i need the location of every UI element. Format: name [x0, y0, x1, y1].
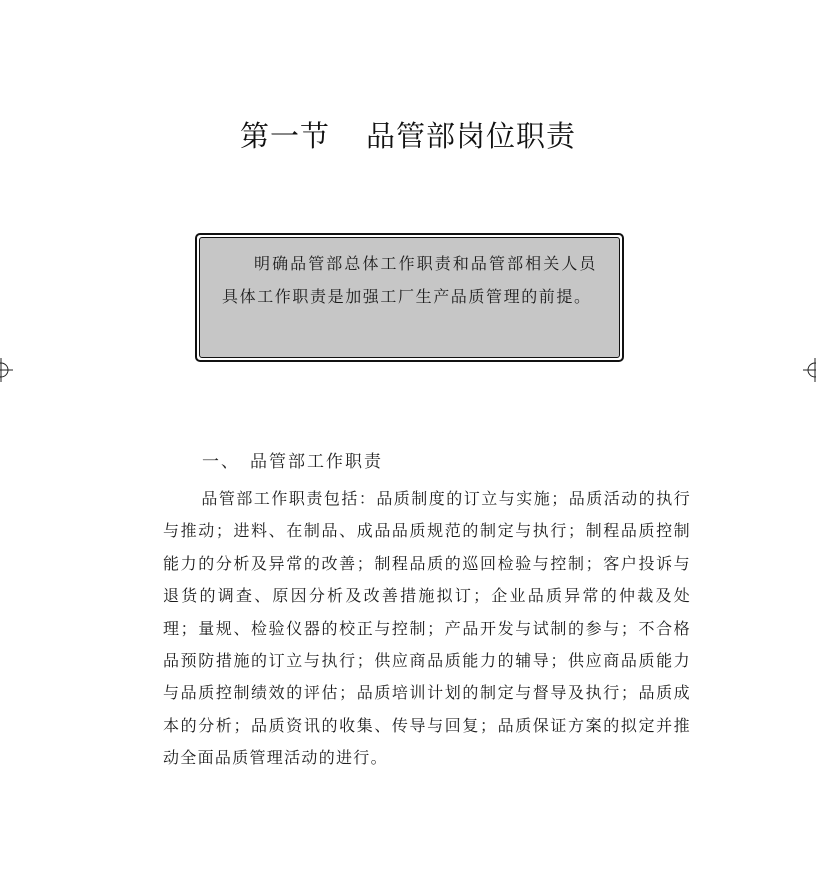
summary-box [195, 233, 624, 362]
title-text: 品管部岗位职责 [366, 119, 577, 153]
crop-mark-left-icon [0, 358, 13, 382]
section-heading [202, 445, 383, 479]
page-title [0, 113, 816, 159]
section-heading-text: 品管部工作职责 [250, 452, 383, 472]
crop-mark-right-icon [803, 358, 816, 382]
section-body-paragraph: 品管部工作职责包括：品质制度的订立与实施；品质活动的执行与推动；进料、在制品、成品品质规范的制定与执行；制程品质控制能力的分析及异常的改善；制程品质的巡回检验与控制；客户投诉与退货的调查、原因分析及改善措施拟订；企业品质异常的仲裁及处理；量规、检验仪器的校正与控制；产品开发与试制的参与；不合格品预防措施的订立与执行；供应商品质能力的辅导；供应商品质能力与品质控制绩效的评估；品质培训计划的制定与督导及执行；品质成本的分析；品质资讯的收集、传导与回复；品质保证方案的拟定并推动全面品质管理活动的进行。 [163, 489, 691, 768]
section-number: 一、 [202, 452, 240, 472]
summary-text: 明确品管部总体工作职责和品管部相关人员具体工作职责是加强工厂生产品质管理的前提。 [199, 237, 620, 358]
title-section-number: 第一节 [239, 119, 330, 153]
